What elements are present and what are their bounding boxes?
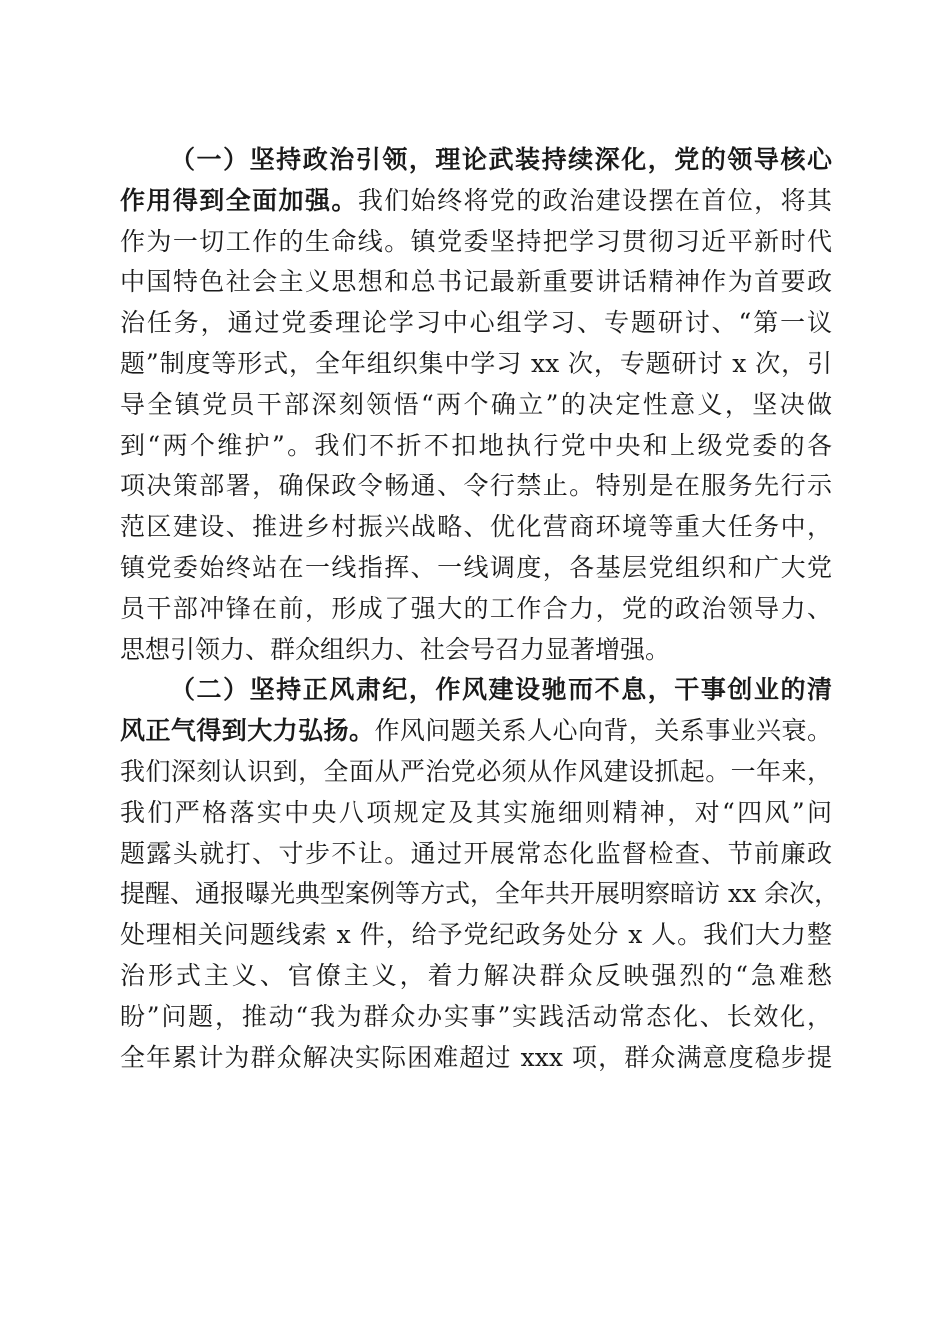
text-line	[120, 140, 832, 181]
text-line: 员干部冲锋在前，形成了强大的工作合力，党的政治领导力、	[120, 593, 832, 623]
body-text: 作风问题关系人心向背，关系事业兴衰。	[374, 716, 832, 746]
paragraph-heading: （二）坚持正风肃纪，作风建设驰而不息，干事创业的清	[170, 675, 832, 705]
document-body	[120, 140, 840, 1078]
text-line	[120, 181, 832, 222]
text-line: 盼”问题，推动“我为群众办实事”实践活动常态化、长效化，	[120, 1001, 832, 1031]
text-line: 到“两个维护”。我们不折不扣地执行党中央和上级党委的各	[120, 430, 832, 460]
text-line: 我们深刻认识到，全面从严治党必须从作风建设抓起。一年来，	[120, 756, 832, 786]
text-line	[120, 711, 832, 752]
text-line: 导全镇党员干部深刻领悟“两个确立”的决定性意义，坚决做	[120, 389, 832, 419]
paragraph-heading: （一）坚持政治引领，理论武装持续深化，党的领导核心	[170, 145, 832, 174]
text-line: 项决策部署，确保政令畅通、令行禁止。特别是在服务先行示	[120, 471, 832, 501]
paragraph-heading: 作用得到全面加强。	[120, 185, 358, 215]
body-text: 我们始终将党的政治建设摆在首位，将其	[357, 185, 832, 215]
text-line: 镇党委始终站在一线指挥、一线调度，各基层党组织和广大党	[120, 552, 832, 582]
text-line: 处理相关问题线索 x 件，给予党纪政务处分 x 人。我们大力整	[120, 920, 832, 950]
text-line: 题露头就打、寸步不让。通过开展常态化监督检查、节前廉政	[120, 838, 832, 868]
text-line: 作为一切工作的生命线。镇党委坚持把学习贯彻习近平新时代	[120, 226, 832, 256]
text-line: 范区建设、推进乡村振兴战略、优化营商环境等重大任务中，	[120, 512, 832, 542]
text-line: 我们严格落实中央八项规定及其实施细则精神，对“四风”问	[120, 797, 832, 827]
text-line: 题”制度等形式，全年组织集中学习 xx 次，专题研讨 x 次，引	[120, 348, 832, 378]
text-line: 治任务，通过党委理论学习中心组学习、专题研讨、“第一议	[120, 308, 832, 338]
paragraph-heading: 风正气得到大力弘扬。	[120, 716, 375, 746]
paragraph-1	[120, 140, 832, 670]
paragraph-2	[120, 670, 840, 1078]
text-line: 治形式主义、官僚主义，着力解决群众反映强烈的“急难愁	[120, 960, 832, 990]
text-line: 全年累计为群众解决实际困难超过 xxx 项，群众满意度稳步提	[120, 1042, 832, 1072]
text-line: 思想引领力、群众组织力、社会号召力显著增强。	[120, 634, 671, 664]
text-line	[120, 670, 832, 711]
text-line: 中国特色社会主义思想和总书记最新重要讲话精神作为首要政	[120, 267, 832, 297]
text-line: 提醒、通报曝光典型案例等方式，全年共开展明察暗访 xx 余次，	[120, 879, 840, 909]
